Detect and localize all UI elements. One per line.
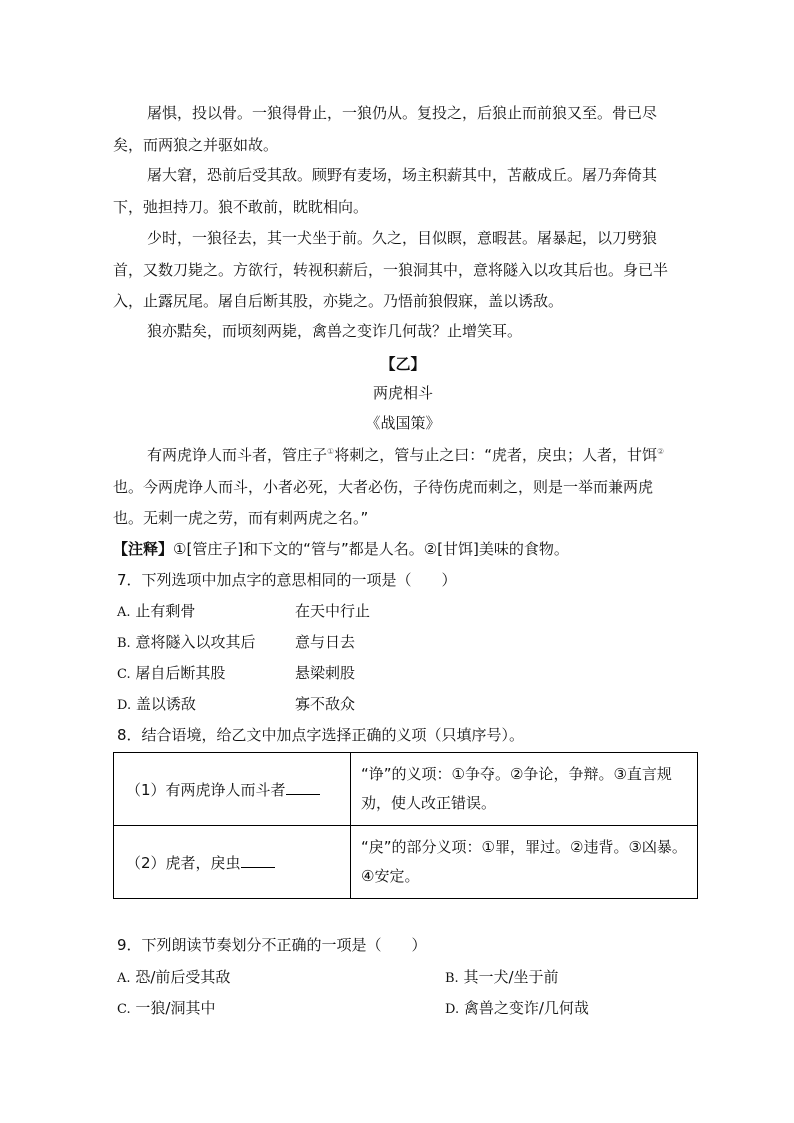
q7-option-c: [117, 659, 355, 689]
q8-table: [113, 752, 698, 899]
q7-option-c-text1: 屠自后断其股: [135, 664, 226, 682]
passage-jia-paragraph-3: 少时，一狼径去，其一犬坐于前。久之，目似瞑，意暇甚。屠暴起，以刀劈狼首，又数刀毙之。方欲行，转视积薪后，一狼洞其中，意将隧入以攻其后也。身已半入，止露尻尾。屠自后断其股，亦毙之。乃悟前狼假寐，盖以诱敌。: [113, 229, 669, 310]
q9-option-letter: A.: [117, 971, 131, 986]
q9-option-a: [117, 963, 230, 993]
passage-yi-source: 《战国策》: [365, 414, 441, 432]
q7-option-d-text2: 寡不敌众: [295, 695, 356, 713]
q9-option-b: [445, 963, 559, 993]
notes-label: 【注释】: [113, 540, 174, 558]
q9-option-d: [445, 994, 589, 1024]
q9-option-a-text: 恐/前后受其敌: [135, 968, 231, 986]
q7-stem: 7．下列选项中加点字的意思相同的一项是（ ）: [117, 571, 457, 589]
q7-option-a-text1: 止有剩骨: [135, 602, 196, 620]
q7-option-letter: B.: [117, 636, 131, 651]
notes-text: ①[管庄子]和下文的“管与”都是人名。②[甘饵]美味的食物。: [173, 540, 569, 558]
q9-option-letter: D.: [445, 1002, 460, 1017]
q8-stem: 8．结合语境，给乙文中加点字选择正确的义项（只填序号）。: [117, 726, 525, 744]
q8-row1-prompt: （1）有两虎诤人而斗者: [126, 780, 286, 799]
passage-jia-paragraph-4: 狼亦黠矣，而顷刻两毙，禽兽之变诈几何哉？止增笑耳。: [147, 322, 523, 340]
q9-option-letter: C.: [117, 1002, 131, 1017]
passage-yi-text-b: 将刺之，管与止之曰：“虎者，戾虫；人者，甘饵: [334, 446, 657, 464]
passage-yi-text-c: 也。今两虎诤人而斗，小者必死，大者必伤，子待伤虎而刺之，则是一举而兼两虎也。无刺一虎之劳，而有刺两虎之名。”: [113, 477, 654, 527]
passage-jia-paragraph-2: 屠大窘，恐前后受其敌。顾野有麦场，场主积薪其中，苫蔽成丘。屠乃奔倚其下，弛担持刀。狼不敢前，眈眈相向。: [113, 166, 658, 216]
passage-yi-title: 两虎相斗: [372, 384, 433, 402]
q9-option-c: [117, 994, 215, 1024]
table-row: [114, 753, 698, 826]
footnote-marker-1: ①: [327, 447, 335, 456]
q7-option-a-text2: 在天中行止: [295, 602, 371, 620]
footnote-marker-2: ②: [656, 447, 665, 456]
q9-option-letter: B.: [445, 971, 459, 986]
q9-option-b-text: 其一犬/坐于前: [463, 968, 559, 986]
passage-yi-text-a: 有两虎诤人而斗者，管庄子: [147, 446, 328, 464]
q7-option-b: [117, 628, 355, 658]
q7-option-letter: D.: [117, 698, 132, 713]
notes: [113, 535, 569, 563]
q8-row1-right: “诤”的义项：①争夺。②争论，争辩。③直言规劝，使人改正错误。: [351, 753, 698, 826]
q7-option-letter: C.: [117, 667, 131, 682]
table-row: [114, 826, 698, 899]
q7-option-a: [117, 597, 370, 627]
q9-stem: 9．下列朗读节奏划分不正确的一项是（ ）: [117, 936, 427, 954]
q7-option-b-text1: 意将隧入以攻其后: [135, 633, 256, 651]
q8-row2-left: [114, 826, 351, 899]
q9-option-d-text: 禽兽之变诈/几何哉: [463, 999, 589, 1017]
passage-yi-label: 【乙】: [380, 355, 426, 373]
q8-row1-left: [114, 753, 351, 826]
q8-row2-prompt: （2）虎者，戾虫: [126, 853, 241, 872]
passage-jia-paragraph-1: 屠惧，投以骨。一狼得骨止，一狼仍从。复投之，后狼止而前狼又至。骨已尽矣，而两狼之并驱如故。: [113, 104, 658, 154]
q7-option-c-text2: 悬梁刺股: [295, 664, 356, 682]
q7-option-b-text2: 意与日去: [295, 633, 356, 651]
q7-option-d: [117, 690, 355, 720]
answer-blank[interactable]: [241, 853, 275, 868]
q7-option-letter: A.: [117, 605, 131, 620]
answer-blank[interactable]: [286, 780, 320, 795]
q8-row2-right: “戾”的部分义项：①罪，罪过。②违背。③凶暴。④安定。: [351, 826, 698, 899]
q7-option-d-text1: 盖以诱敌: [135, 695, 196, 713]
passage-yi-paragraph: [113, 440, 673, 535]
q9-option-c-text: 一狼/洞其中: [135, 999, 216, 1017]
